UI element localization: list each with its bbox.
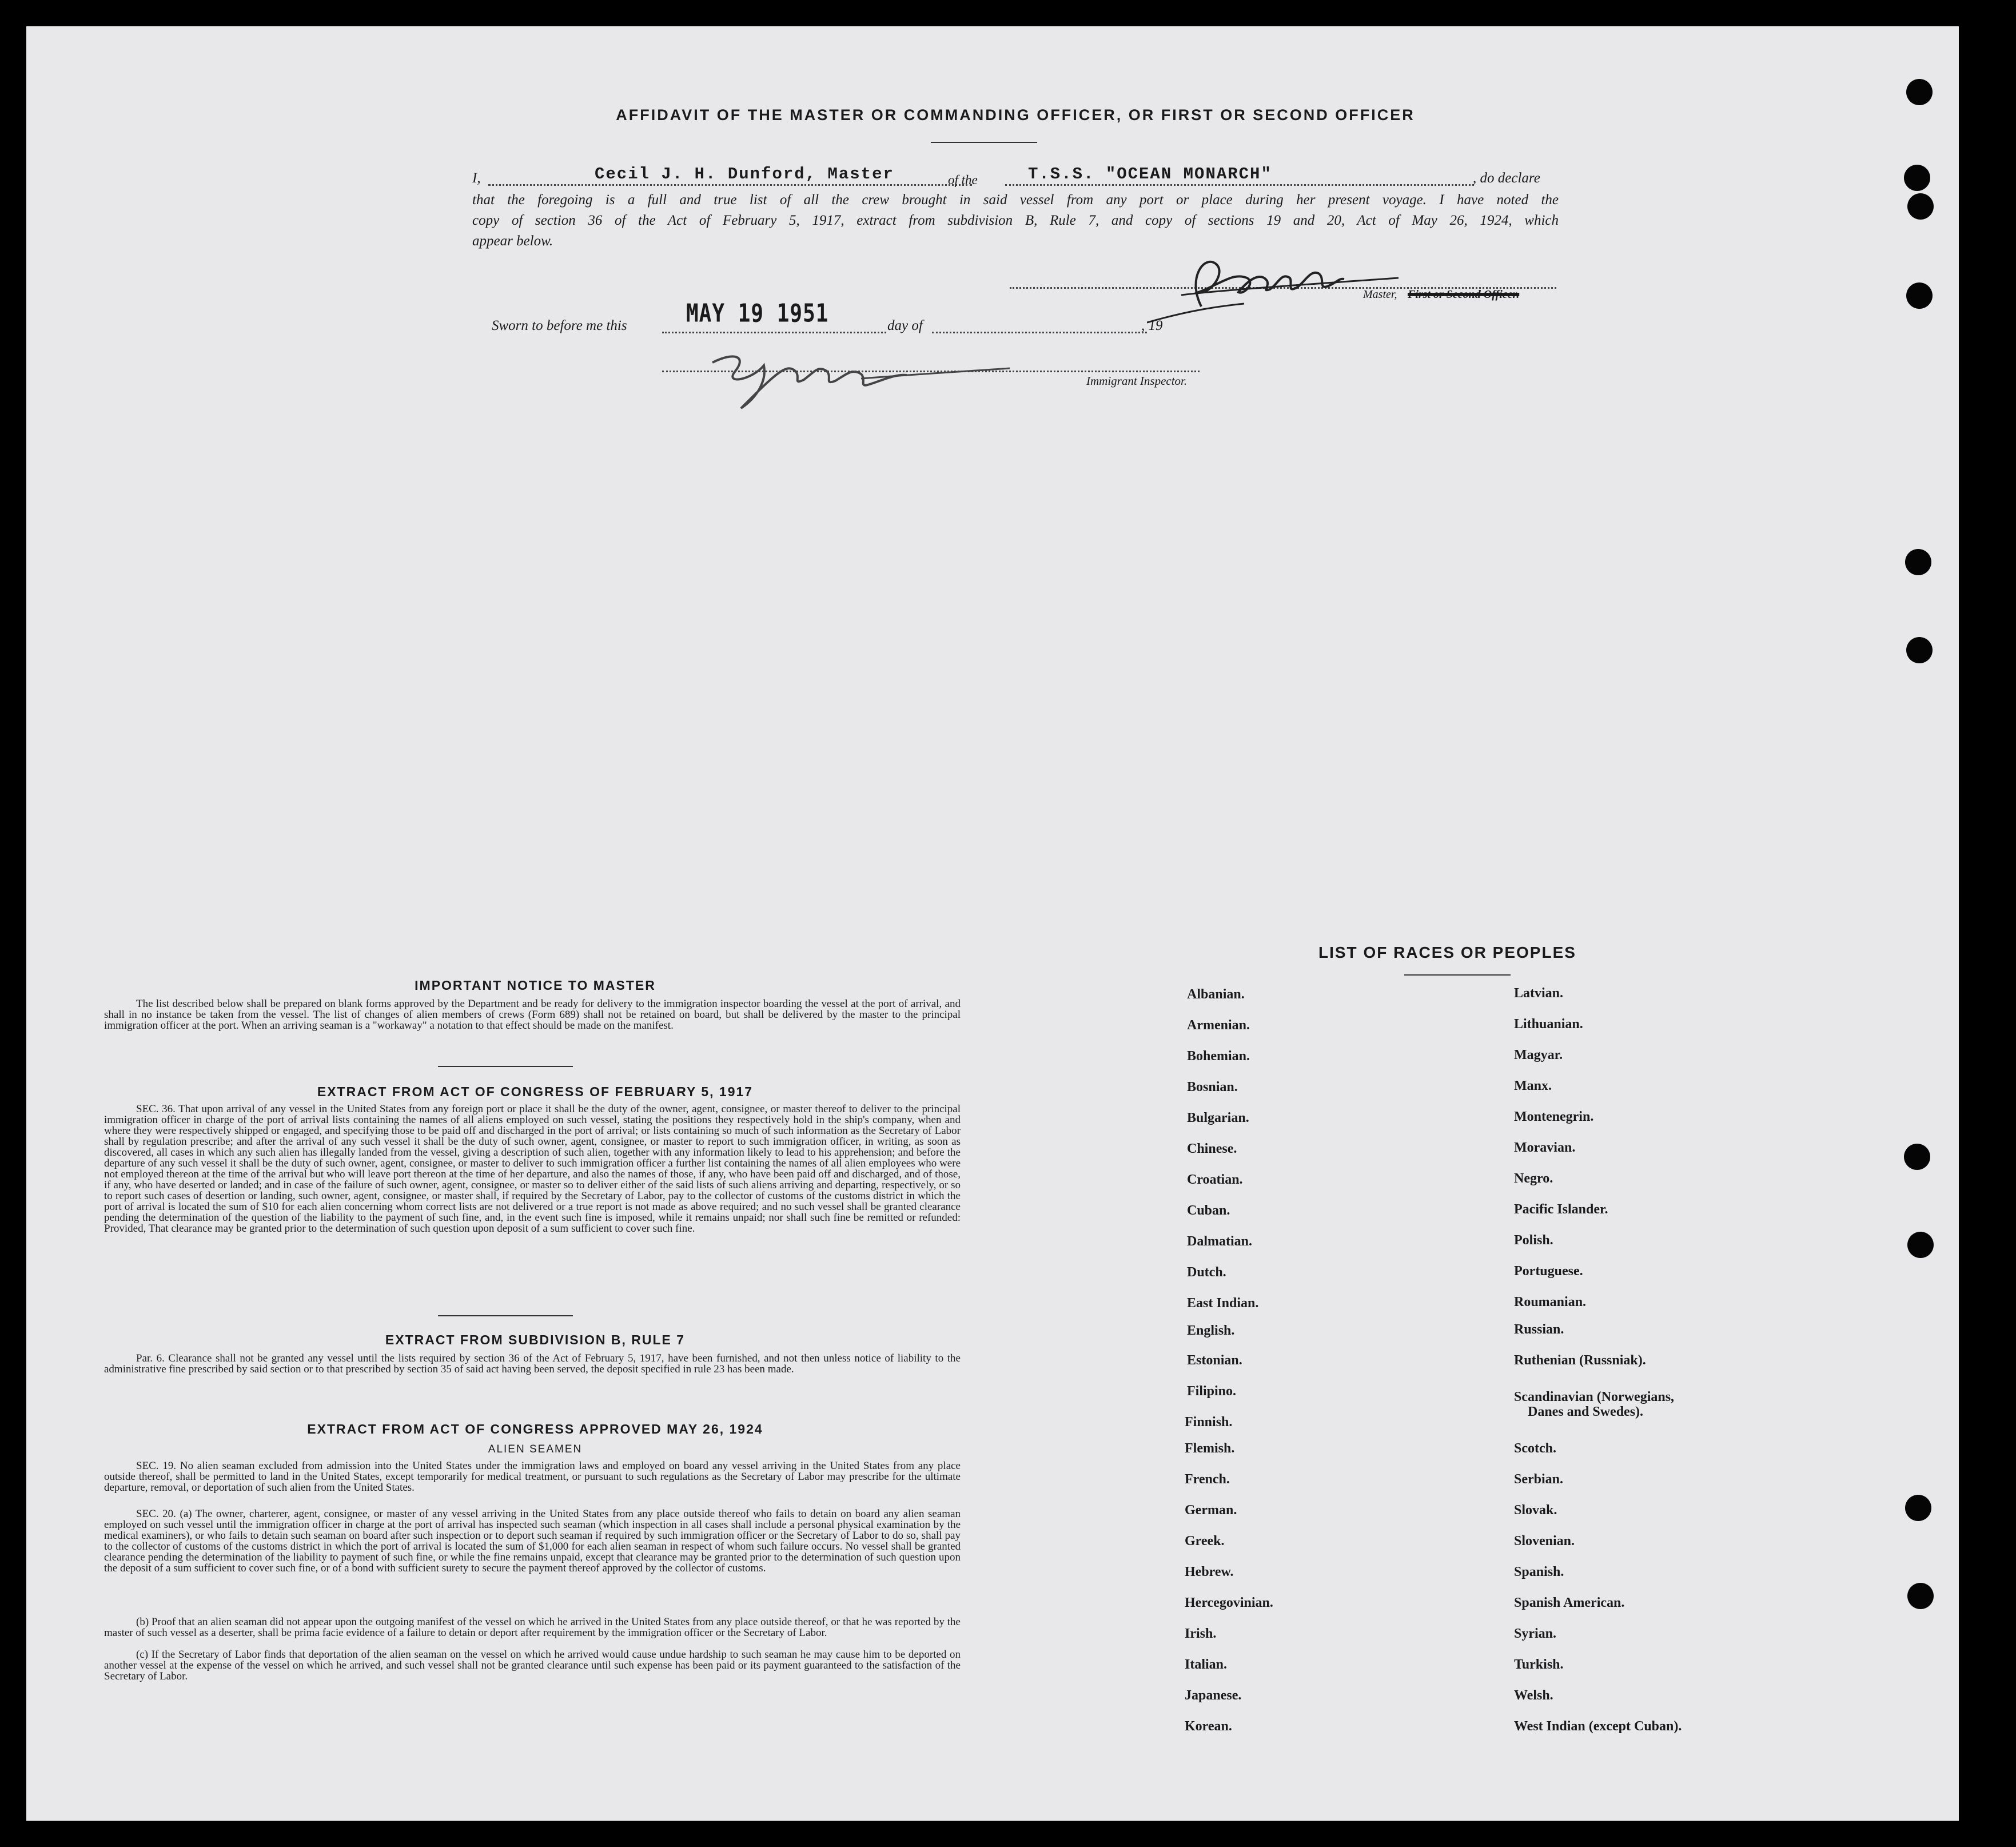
race-right: Magyar. <box>1514 1048 1563 1062</box>
races-title: LIST OF RACES OR PEOPLES <box>1318 944 1576 961</box>
race-left: Japanese. <box>1185 1688 1242 1703</box>
race-right: Serbian. <box>1514 1472 1564 1487</box>
year-prefix: , 19 <box>1141 318 1163 333</box>
race-right: Scandinavian (Norwegians, <box>1514 1390 1675 1404</box>
extract-1924-subtitle: ALIEN SEAMEN <box>488 1443 583 1455</box>
punch-hole-icon <box>1907 1232 1934 1258</box>
punch-hole-icon <box>1906 637 1933 663</box>
race-right: Manx. <box>1514 1078 1552 1093</box>
race-left: Armenian. <box>1187 1018 1250 1033</box>
inspector-signature <box>701 340 1021 414</box>
race-right: West Indian (except Cuban). <box>1514 1719 1682 1734</box>
punch-hole-icon <box>1905 549 1931 575</box>
master-label: Master, <box>1363 288 1397 301</box>
race-right: Montenegrin. <box>1514 1109 1594 1124</box>
punch-hole-icon <box>1907 193 1934 220</box>
race-right: Pacific Islander. <box>1514 1202 1608 1217</box>
race-right: Syrian. <box>1514 1626 1557 1641</box>
race-left: French. <box>1185 1472 1230 1487</box>
race-right: Roumanian. <box>1514 1295 1587 1309</box>
affidavit-pronoun: I, <box>472 170 481 186</box>
notice-text: The list described below shall be prepared on blank forms approved by the Department and be ready for delivery to the immigration inspector boarding the vessel at the port of arrival, and shall in no instance be taken from the vessel. The list of changes of alien members of crews (Form 689) shall not be retained on board, but shall be delivered by the master to the principal immigration officer at the port. When an arriving seaman is a "workaway" a notation to that effect should be made on the manifest. <box>104 998 961 1032</box>
rule7-text: Par. 6. Clearance shall not be granted any vessel until the lists required by section 36 of the Act of February 5, 1917, have been furnished, and not then unless notice of liability to the administrative fine prescribed by said section or to that prescribed by section 35 of said act having been served, the deposit specified in rule 23 has been made. <box>104 1352 961 1375</box>
race-left: Bohemian. <box>1187 1049 1250 1064</box>
race-left: Dalmatian. <box>1187 1234 1252 1249</box>
punch-hole-icon <box>1906 79 1933 105</box>
race-left: Estonian. <box>1187 1353 1242 1368</box>
race-right: Danes and Swedes). <box>1528 1404 1644 1419</box>
punch-hole-icon <box>1904 1144 1930 1170</box>
sworn-month-line <box>932 332 1147 333</box>
race-right: Welsh. <box>1514 1688 1553 1703</box>
of-the-label: of the <box>948 173 978 187</box>
race-left: Italian. <box>1185 1657 1228 1672</box>
punch-hole-icon <box>1906 282 1933 309</box>
race-left: Korean. <box>1185 1719 1232 1734</box>
sworn-day-line <box>662 332 886 333</box>
race-right: Polish. <box>1514 1233 1553 1248</box>
sec20a-text: SEC. 20. (a) The owner, charterer, agent, consignee, or master of any vessel arriving in the United States from any place outside thereof who fails to detain on board any alien seaman employed on such vessel until the immigration officer in charge at the port of arrival has inspected such seaman (which inspection in all cases shall include a personal physical examination by the medical examiners), or who fails to detain such seaman on board after such inspection or to deport such seaman if required by such immigration officer or the Secretary of Labor to do so, shall pay to the collector of customs of the customs district in which the port of arrival is located the sum of $1,000 for each alien seaman in respect of whom such failure occurs. No vessel shall be granted clearance pending the determination of the liability to payment of such fine, or while the fine remains unpaid, except that clearance may be granted prior to the determination of such question upon the deposit of a sum sufficient to cover such fine, or of a bond with sufficient surety to secure the payment thereof approved by the collector of customs. <box>104 1508 961 1574</box>
sec19-text: SEC. 19. No alien seaman excluded from admission into the United States under the immigration laws and employed on board any vessel arriving in the United States from any place outside thereof, shall be permitted to land in the United States, except temporarily for medical treatment, or pursuant to such regulations as the Secretary of Labor may prescribe for the ultimate departure, removal, or deportation of such alien from the United States. <box>104 1460 961 1494</box>
sec20c-text: (c) If the Secretary of Labor finds that deportation of the alien seaman on the vessel on which he arrived would cause undue hardship to such seaman he may cause him to be deported on another vessel at the expense of the vessel on which he arrived, and such vessel shall not be granted clearance until such expense has been paid or its payment guaranteed to the satisfaction of the Secretary of Labor. <box>104 1649 961 1682</box>
race-right: Russian. <box>1514 1322 1564 1337</box>
title-divider <box>931 142 1037 143</box>
race-right: Slovenian. <box>1514 1534 1575 1549</box>
race-right: Negro. <box>1514 1171 1553 1186</box>
inspector-label: Immigrant Inspector. <box>1086 374 1188 388</box>
races-divider <box>1404 974 1511 976</box>
race-left: East Indian. <box>1187 1296 1259 1311</box>
race-right: Spanish American. <box>1514 1595 1625 1610</box>
extract-1917-divider <box>438 1315 573 1316</box>
do-declare-label: , do declare <box>1473 170 1540 186</box>
race-right: Slovak. <box>1514 1503 1557 1518</box>
race-left: Croatian. <box>1187 1172 1243 1187</box>
affidavit-title: AFFIDAVIT OF THE MASTER OR COMMANDING OFFICER, OR FIRST OR SECOND OFFICER <box>616 106 1415 124</box>
sworn-prefix: Sworn to before me this <box>492 318 627 333</box>
vessel-line <box>1005 184 1474 186</box>
race-right: Moravian. <box>1514 1140 1576 1155</box>
declaration-line-4: appear below. <box>472 233 553 249</box>
notice-divider <box>438 1066 573 1067</box>
date-stamp: MAY 19 1951 <box>686 299 829 328</box>
punch-hole-icon <box>1904 165 1930 191</box>
extract-1917-title: EXTRACT FROM ACT OF CONGRESS OF FEBRUARY 5, 1917 <box>317 1084 754 1099</box>
race-right: Lithuanian. <box>1514 1017 1583 1032</box>
rule7-title: EXTRACT FROM SUBDIVISION B, RULE 7 <box>385 1332 686 1347</box>
notice-title: IMPORTANT NOTICE TO MASTER <box>415 978 656 993</box>
race-left: Bosnian. <box>1187 1080 1238 1094</box>
struck-officer-label: First or Second Officer. <box>1408 288 1520 301</box>
race-right: Portuguese. <box>1514 1264 1583 1279</box>
race-left: Irish. <box>1185 1626 1217 1641</box>
document-page <box>26 26 1959 1821</box>
punch-hole-icon <box>1905 1495 1931 1521</box>
sec20b-text: (b) Proof that an alien seaman did not appear upon the outgoing manifest of the vessel on which he arrived in the United States from any place outside thereof, or that he was reported by the master of such vessel as a deserter, shall be prima facie evidence of a failure to detain or deport after requirement by the immigration officer or the Secretary of Labor. <box>104 1616 961 1639</box>
race-left: Bulgarian. <box>1187 1110 1249 1125</box>
extract-1917-text: SEC. 36. That upon arrival of any vessel in the United States from any foreign port or place it shall be the duty of the owner, agent, consignee, or master thereof to deliver to the principal immigration officer in charge of the port of arrival lists containing the names of all aliens employed on such vessel, stating the positions they respectively hold in the ship's company, when and where they were respectively shipped or engaged, and specifying those to be paid off and discharged in the port of arrival; or lists containing so much of such information as the Secretary of Labor shall by regulation prescribe; and after the arrival of any such vessel it shall be the duty of such owner, agent, consignee, or master to report to such immigration officer, in writing, as soon as discovered, all cases in which any such alien has illegally landed from the vessel, giving a description of such alien, together with any information likely to lead to his apprehension; and before the departure of any such vessel it shall be the duty of such owner, agent, consignee, or master to deliver to such immigration officer a further list containing the names of all alien employees who were not employed thereon at the time of the arrival but who will leave port thereon at the time of her departure, and also the names of those, if any, who have been paid off and discharged, and of those, if any, who have deserted or landed; and in case of the failure of such owner, agent, consignee, or master so to deliver either of the said lists of such aliens arriving and departing, respectively, or so to report such cases of desertion or landing, such owner, agent, consignee, or master shall, if required by the Secretary of Labor, pay to the collector of customs of the customs district in which the port of arrival is located the sum of $10 for each alien concerning whom correct lists are not delivered or a true report is not made as above required; and no such vessel shall be granted clearance pending the determination of the question of the liability to the payment of such fine, and, in the event such fine is imposed, while it remains unpaid; nor shall such fine be remitted or refunded: Provided, That clearance may be granted prior to the determination of such question upon deposit of a sum sufficient to cover such fine. <box>104 1103 961 1235</box>
race-right: Turkish. <box>1514 1657 1564 1672</box>
master-signature <box>1147 238 1410 324</box>
race-left: Finnish. <box>1185 1415 1233 1430</box>
master-name-field: Cecil J. H. Dunford, Master <box>595 165 894 184</box>
declaration-line-3: copy of section 36 of the Act of February 5, 1917, extract from subdivision B, Rule 7, and copy of sections 19 and 20, Act of May 26, 1924, which <box>472 213 1559 228</box>
race-right: Latvian. <box>1514 986 1564 1001</box>
race-left: Flemish. <box>1185 1441 1235 1456</box>
race-left: Filipino. <box>1187 1384 1237 1399</box>
race-right: Scotch. <box>1514 1441 1556 1456</box>
extract-1924-title: EXTRACT FROM ACT OF CONGRESS APPROVED MAY 26, 1924 <box>307 1422 763 1436</box>
race-left: Dutch. <box>1187 1265 1226 1280</box>
race-right: Ruthenian (Russniak). <box>1514 1353 1646 1368</box>
race-left: Albanian. <box>1187 987 1245 1002</box>
name-line <box>488 184 972 186</box>
day-of-label: day of <box>887 318 923 333</box>
race-right: Spanish. <box>1514 1565 1564 1579</box>
race-left: German. <box>1185 1503 1237 1518</box>
vessel-name-field: T.S.S. "OCEAN MONARCH" <box>1028 165 1272 184</box>
race-left: Hebrew. <box>1185 1565 1234 1579</box>
punch-hole-icon <box>1907 1583 1934 1609</box>
race-left: Hercegovinian. <box>1185 1595 1273 1610</box>
race-left: English. <box>1187 1323 1235 1338</box>
declaration-line-2: that the foregoing is a full and true list of all the crew brought in said vessel from any port or place during her present voyage. I have noted the <box>472 192 1559 208</box>
race-left: Greek. <box>1185 1534 1225 1549</box>
race-left: Chinese. <box>1187 1141 1237 1156</box>
race-left: Cuban. <box>1187 1203 1230 1218</box>
